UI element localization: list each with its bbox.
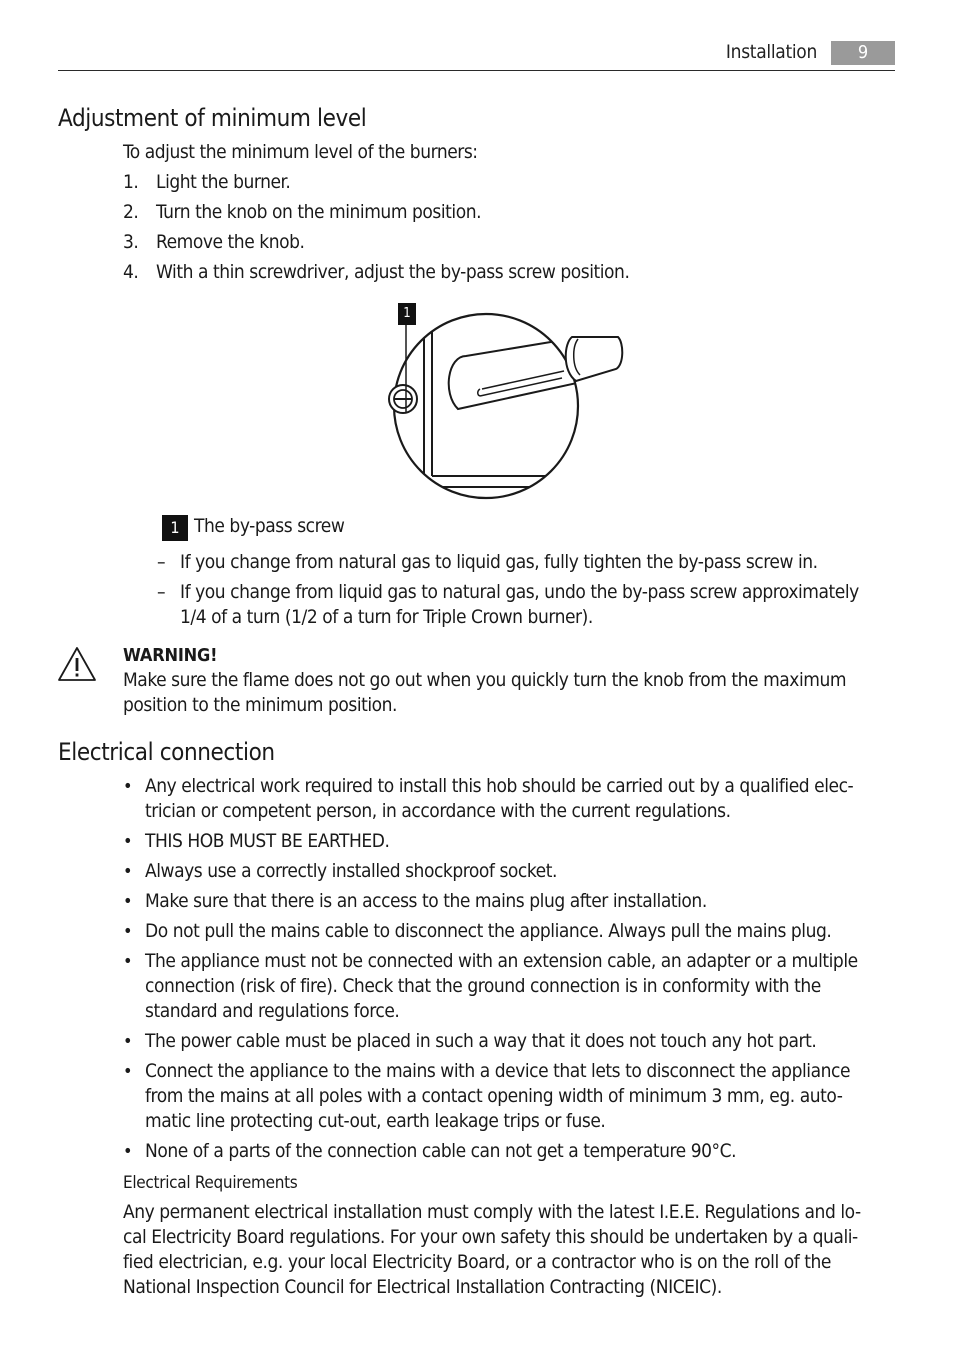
bullet-item-text: Always use a correctly installed shockproof socket. — [145, 860, 557, 882]
bullet-item-text: The power cable must be placed in such a way that it does not touch any hot part. — [145, 1030, 817, 1052]
dash-mark: – — [157, 551, 166, 573]
warning-text: position to the minimum position. — [123, 694, 398, 716]
step-text: Remove the knob. — [156, 231, 305, 253]
requirements-text: fied electrician, e.g. your local Electricity Board, or a contractor who is on the roll of the — [123, 1251, 831, 1273]
step-text: Light the burner. — [156, 171, 291, 193]
burner-knob-illustration — [386, 301, 626, 501]
requirements-heading: Electrical Requirements — [123, 1173, 298, 1193]
bullet-mark: • — [123, 891, 133, 912]
bullet-item-text: THIS HOB MUST BE EARTHED. — [145, 830, 390, 852]
bullet-mark: • — [123, 951, 133, 972]
section-label: Installation — [725, 41, 817, 63]
intro-text: To adjust the minimum level of the burners: — [123, 141, 478, 163]
bullet-mark: • — [123, 776, 133, 797]
bullet-item-text: matic line protecting cut-out, earth leakage trips or fuse. — [145, 1110, 606, 1132]
warning-triangle-icon — [57, 646, 97, 682]
step-item — [123, 260, 629, 285]
bullet-mark: • — [123, 861, 133, 882]
step-text: Turn the knob on the minimum position. — [156, 201, 482, 223]
bullet-item-text: Do not pull the mains cable to disconnect the appliance. Always pull the mains plug. — [145, 920, 832, 942]
requirements-text: Any permanent electrical installation must comply with the latest I.E.E. Regulations and lo- — [123, 1201, 861, 1223]
dash-mark: – — [157, 581, 166, 603]
step-item — [123, 170, 290, 195]
legend-text: The by-pass screw — [194, 515, 345, 537]
header-rule — [58, 70, 895, 71]
step-number: 3. — [123, 231, 139, 253]
requirements-text: cal Electricity Board regulations. For your own safety this should be undertaken by a quali- — [123, 1226, 858, 1248]
requirements-text: National Inspection Council for Electrical Installation Contracting (NICEIC). — [123, 1276, 722, 1298]
step-number: 1. — [123, 171, 139, 193]
bullet-item-text: Make sure that there is an access to the mains plug after installation. — [145, 890, 707, 912]
legend-number: 1 — [162, 515, 188, 541]
warning-title: WARNING! — [123, 645, 218, 666]
bullet-mark: • — [123, 831, 133, 852]
bullet-item-text: standard and regulations force. — [145, 1000, 400, 1022]
dash-item-text: 1/4 of a turn (1/2 of a turn for Triple Crown burner). — [180, 606, 593, 628]
step-number: 4. — [123, 261, 139, 283]
step-number: 2. — [123, 201, 139, 223]
bullet-item-text: connection (risk of fire). Check that the ground connection is in conformity with the — [145, 975, 821, 997]
page-header — [0, 40, 954, 72]
section-title-electrical: Electrical connection — [58, 738, 275, 766]
bullet-mark: • — [123, 1061, 133, 1082]
warning-text: Make sure the flame does not go out when you quickly turn the knob from the maximum — [123, 669, 847, 691]
bullet-item-text: Connect the appliance to the mains with a device that lets to disconnect the appliance — [145, 1060, 851, 1082]
bullet-mark: • — [123, 1031, 133, 1052]
bullet-item-text: trician or competent person, in accordance with the current regulations. — [145, 800, 731, 822]
step-item — [123, 230, 304, 255]
figure-callout-number: 1 — [398, 303, 416, 325]
step-item — [123, 200, 481, 225]
step-text: With a thin screwdriver, adjust the by-pass screw position. — [156, 261, 630, 283]
bullet-item-text: Any electrical work required to install this hob should be carried out by a qualified elec- — [145, 775, 854, 797]
bypass-screw-figure — [386, 301, 626, 501]
section-title-adjustment: Adjustment of minimum level — [58, 104, 367, 132]
page-number: 9 — [831, 41, 895, 65]
bullet-item-text: None of a parts of the connection cable can not get a temperature 90°C. — [145, 1140, 737, 1162]
bullet-mark: • — [123, 1141, 133, 1162]
dash-item-text: If you change from liquid gas to natural gas, undo the by-pass screw approximately — [180, 581, 859, 603]
bullet-mark: • — [123, 921, 133, 942]
bullet-item-text: The appliance must not be connected with an extension cable, an adapter or a multiple — [145, 950, 858, 972]
bullet-item-text: from the mains at all poles with a contact opening width of minimum 3 mm, eg. auto- — [145, 1085, 843, 1107]
dash-item-text: If you change from natural gas to liquid gas, fully tighten the by-pass screw in. — [180, 551, 818, 573]
